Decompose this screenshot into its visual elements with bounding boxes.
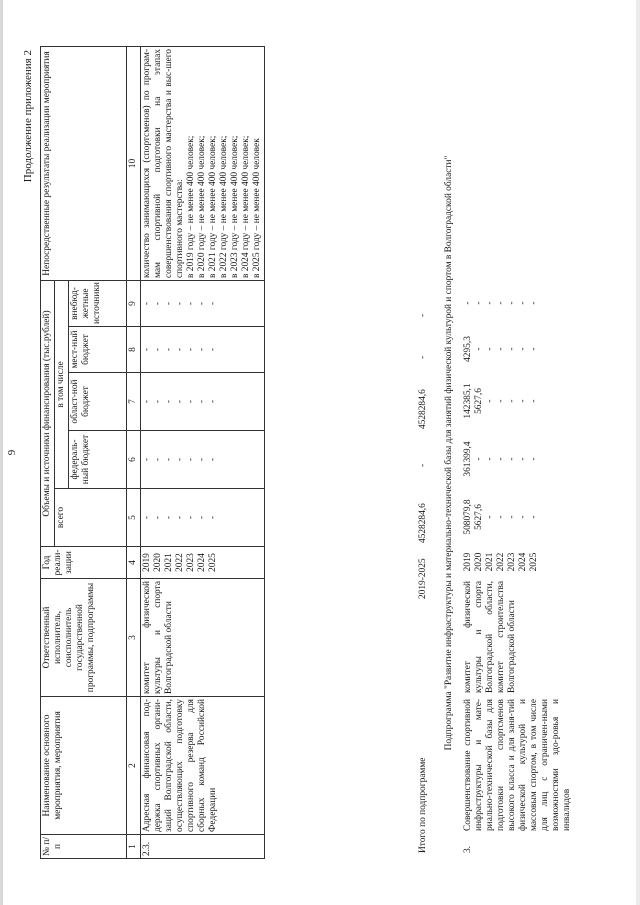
subprogram-title: Подпрограмма "Развитие инфраструктуры и материально-технической базы для занятий физической культурой и спортом в Волгоградской области" [444, 155, 454, 751]
result-item: в 2019 году – не менее 400 человек; [186, 135, 196, 278]
header-extra: внебюд-жетные источники [69, 281, 127, 327]
value: 508079,8 [463, 499, 473, 535]
extra-values [141, 281, 265, 327]
year: 2022 [496, 552, 506, 572]
total-years: 2019-2025 [418, 558, 428, 599]
local-values [141, 327, 265, 373]
value: - [485, 515, 495, 519]
federal-values [463, 431, 540, 487]
result-item: в 2024 году – не менее 400 человек; [241, 135, 251, 278]
col-num: 4 [127, 547, 141, 579]
value: 142385,1 [463, 383, 473, 419]
years-list [141, 547, 265, 579]
value: - [208, 515, 218, 520]
col-num: 3 [127, 579, 141, 697]
total-values [141, 489, 265, 547]
executor: комитет физической культуры и спорта Волгоградской области [141, 579, 265, 697]
col-num: 5 [127, 489, 141, 547]
value: - [518, 399, 528, 403]
total-amount: 4528284,6 [418, 503, 428, 543]
total-values [463, 489, 540, 545]
value: - [474, 347, 484, 351]
value: - [529, 457, 539, 461]
value: - [507, 515, 517, 519]
page-number: 9 [6, 449, 18, 456]
row-number: 3. [463, 845, 473, 853]
year: 2019 [142, 553, 152, 572]
value: - [142, 347, 152, 352]
extra-values [463, 281, 540, 325]
header-row-1 [41, 47, 55, 859]
value: - [496, 515, 506, 519]
header-federal: федераль-ный бюджет [69, 431, 127, 489]
result-item: в 2023 году – не менее 400 человек; [230, 135, 240, 278]
value: - [142, 399, 152, 404]
header-funding: Объемы и источники финансирования (тыс.рублей) [41, 281, 55, 547]
value: - [485, 457, 495, 461]
value: - [186, 347, 196, 352]
table-row-2-3 [141, 47, 265, 859]
value: - [485, 347, 495, 351]
federal-values [141, 431, 265, 489]
year: 2024 [197, 553, 207, 572]
executor: комитет физической культуры и спорта Волгоградской области, комитет строительства Волгоградской области [463, 581, 517, 693]
value: - [175, 515, 185, 520]
total-local: - [418, 355, 428, 359]
value: - [529, 515, 539, 519]
value: - [186, 301, 196, 306]
result-item: в 2020 году – не менее 400 человек; [197, 135, 207, 278]
result-item: в 2025 году – не менее 400 человек [252, 138, 262, 278]
year: 2021 [485, 552, 495, 572]
value: - [507, 347, 517, 351]
header-executor: Ответственный исполнитель, соисполнитель государственной программы, подпрограммы [41, 579, 127, 697]
col-num: 10 [127, 47, 141, 281]
year: 2021 [164, 553, 174, 572]
value: - [142, 457, 152, 462]
value: - [197, 457, 207, 462]
value: - [507, 399, 517, 403]
results-cell [141, 47, 265, 281]
header-regional: област-ной бюджет [69, 373, 127, 431]
value: - [474, 457, 484, 461]
value: - [529, 347, 539, 351]
results-intro: количество занимающихся (спортсменов) по програм-мам спортивной подготовки на этапах совершенствования спортивного мастерства и выс-шего спортивного мастерства: [142, 49, 185, 278]
local-values [463, 327, 540, 371]
value: - [186, 399, 196, 404]
value: - [164, 347, 174, 352]
program-table [40, 46, 265, 859]
col-num: 8 [127, 327, 141, 373]
header-including: в том числе [55, 281, 69, 489]
value: - [485, 399, 495, 403]
value: - [496, 301, 506, 305]
value: 361399,4 [463, 441, 473, 477]
result-item: в 2021 году – не менее 400 человек; [208, 135, 218, 278]
total-regional: 4528284,6 [418, 389, 428, 429]
col-num: 7 [127, 373, 141, 431]
value: - [197, 301, 207, 306]
col-num: 6 [127, 431, 141, 489]
value: - [142, 301, 152, 306]
value: - [463, 301, 473, 305]
value: - [186, 515, 196, 520]
value: - [153, 515, 163, 520]
header-num: № п/п [41, 835, 127, 859]
value: - [485, 301, 495, 305]
value: - [518, 515, 528, 519]
year: 2025 [208, 553, 218, 572]
total-extra: - [418, 313, 428, 317]
value: 5627,6 [474, 504, 484, 530]
header-results: Непосредственные результаты реализации мероприятия [41, 47, 127, 281]
lower-section [418, 47, 583, 859]
value: - [197, 515, 207, 520]
year: 2024 [518, 552, 528, 572]
value: - [153, 457, 163, 462]
col-num: 9 [127, 281, 141, 327]
year: 2020 [153, 553, 163, 572]
value: - [186, 457, 196, 462]
regional-values [463, 373, 540, 429]
value: - [175, 457, 185, 462]
column-number-row [127, 47, 141, 859]
value: - [518, 457, 528, 461]
value: - [153, 301, 163, 306]
header-local: мест-ный бюджет [69, 327, 127, 373]
total-label: Итого по подпрограмме [418, 757, 428, 853]
years-list [463, 547, 540, 577]
value: - [496, 457, 506, 461]
value: - [496, 347, 506, 351]
value: - [164, 515, 174, 520]
header-total: всего [55, 489, 127, 547]
value: - [518, 301, 528, 305]
year: 2025 [529, 552, 539, 572]
value: - [208, 457, 218, 462]
value: - [507, 457, 517, 461]
value: - [208, 347, 218, 352]
value: - [142, 515, 152, 520]
total-federal: - [418, 463, 428, 467]
subprogram-total-row [418, 47, 434, 859]
results-list [186, 49, 263, 278]
value: 5627,6 [474, 388, 484, 414]
measure-name: Совершенствование спортивной инфраструктуры и мате-риально-технической базы для подготовки спортсменов высокого класса и для заня-тий физической культурой и массовым спортом, в том числе для лиц с ограничен-ными возможностями здо-ровья и инвалидов [463, 699, 572, 831]
year: 2023 [507, 552, 517, 572]
continuation-label: Продолжение приложения 2 [22, 50, 34, 183]
value: - [164, 457, 174, 462]
year: 2020 [474, 552, 484, 572]
value: - [164, 399, 174, 404]
value: - [529, 399, 539, 403]
result-item: в 2022 году – не менее 400 человек; [219, 135, 229, 278]
value: - [496, 399, 506, 403]
value: - [175, 399, 185, 404]
value: - [507, 301, 517, 305]
value: 4295,3 [463, 336, 473, 362]
value: - [175, 301, 185, 306]
value: - [208, 301, 218, 306]
col-num: 1 [127, 835, 141, 859]
value: - [474, 301, 484, 305]
header-year: Год реали-зации [41, 547, 127, 579]
value: - [164, 301, 174, 306]
regional-values [141, 373, 265, 431]
value: - [197, 347, 207, 352]
value: - [197, 399, 207, 404]
value: - [208, 399, 218, 404]
year: 2023 [186, 553, 196, 572]
year: 2019 [463, 552, 473, 572]
value: - [175, 347, 185, 352]
value: - [153, 347, 163, 352]
table-row-3 [463, 47, 583, 859]
value: - [518, 347, 528, 351]
col-num: 2 [127, 697, 141, 835]
measure-name: Адресная финансовая под-держка спортивных органи-заций Волгоградской области, осуществляющих подготовку спортивного резерва для сборных команд Российской Федерации [141, 697, 265, 835]
row-number: 2.3. [141, 835, 265, 859]
year: 2022 [175, 553, 185, 572]
header-name: Наименование основного мероприятия, мероприятия [41, 697, 127, 835]
value: - [153, 399, 163, 404]
value: - [529, 301, 539, 305]
